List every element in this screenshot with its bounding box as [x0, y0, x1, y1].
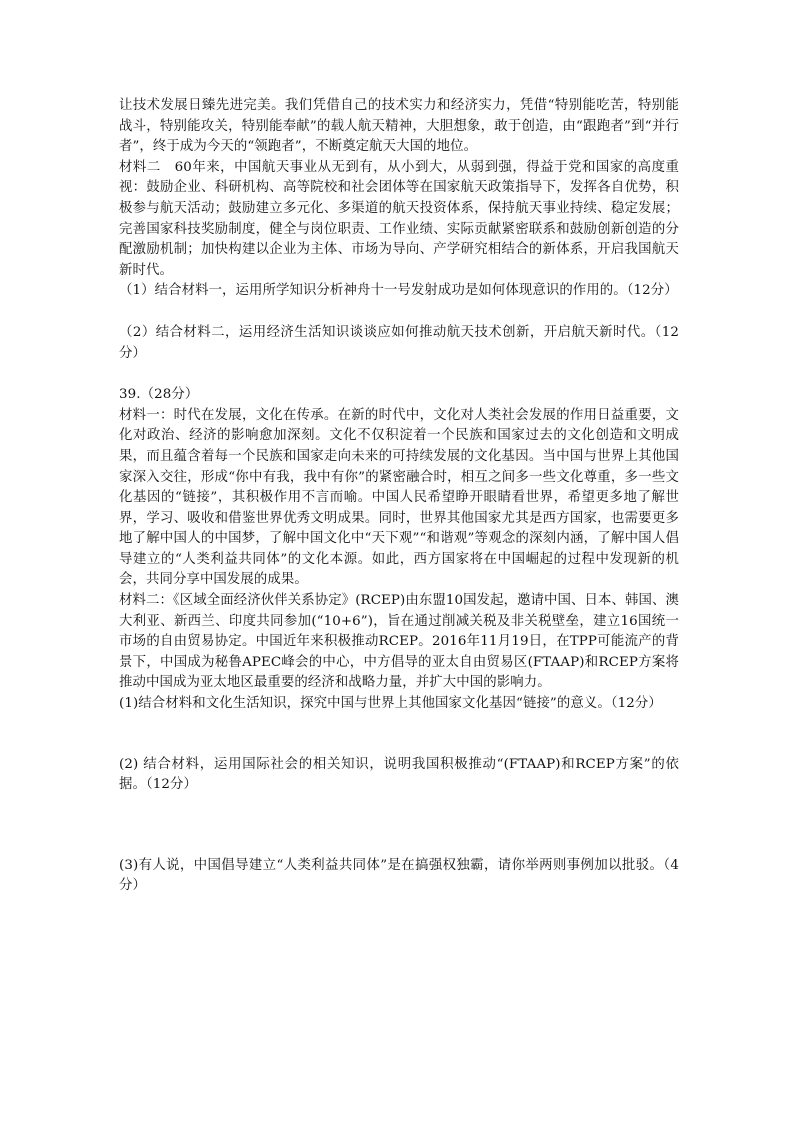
- answer-space: [119, 796, 679, 856]
- q39-material-two: 材料二：《区域全面经济伙伴关系协定》(RCEP)由东盟10国发起，邀请中国、日本、韩国、澳大利亚、新西兰、印度共同参加(“10+6”)，旨在通过削减关税及非关税壁垒，建立16国统一市场的自由贸易协定。中国近年来积极推动RCEP。2016年11月19日，在TPP可能流产的背景下，中国成为秘鲁APEC峰会的中心，中方倡导的亚太自由贸易区(FTAAP)和RCEP方案将推动中国成为亚太地区最重要的经济和战略力量，并扩大中国的影响力。: [119, 593, 679, 691]
- q39-material-one: 材料一：时代在发展，文化在传承。在新的时代中，文化对人类社会发展的作用日益重要，文化对政治、经济的影响愈加深刻。文化不仅积淀着一个民族和国家过去的文化创造和文明成果，而且蕴含着每一个民族和国家走向未来的可持续发展的文化基因。当中国与世界上其他国家深入交往，形成“你中有我，我中有你”的紧密融合时，相互之间多一些文化尊重，多一些文化基因的“链接”，其积极作用不言而喻。中国人民希望睁开眼睛看世界，希望更多地了解世界，学习、吸收和借鉴世界优秀文明成果。同时，世界其他国家尤其是西方国家，也需要更多地了解中国人的中国梦，了解中国文化中“天下观”“和谐观”等观念的深刻内涵，了解中国人倡导建立的“人类利益共同体”的文化本源。如此，西方国家将在中国崛起的过程中发现新的机会，共同分享中国发展的成果。: [119, 407, 679, 588]
- material-one-continued: 让技术发展日臻先进完美。我们凭借自己的技术实力和经济实力，凭借“特别能吃苦，特别能战斗，特别能攻关，特别能奉献”的载人航天精神，大胆想象，敢于创造，由“跟跑者”到“并行者”，终于成为今天的“领跑者”，不断奠定航天大国的地位。: [119, 98, 679, 155]
- question-2: （2）结合材料二，运用经济生活知识谈谈应如何推动航天技术创新，开启航天新时代。（12分）: [119, 324, 679, 361]
- question-39-1: (1)结合材料和文化生活知识，探究中国与世界上其他国家文化基因“链接”的意义。（12分）: [119, 696, 662, 712]
- document-page: [119, 96, 679, 897]
- answer-space: [119, 302, 679, 323]
- answer-space: [119, 364, 679, 385]
- question-39-2: (2) 结合材料，运用国际社会的相关知识，说明我国积极推动“(FTAAP)和RCEP方案”的依据。（12分）: [119, 756, 679, 793]
- material-two-paragraph: 材料二 60年来，中国航天事业从无到有，从小到大，从弱到强，得益于党和国家的高度重视：鼓励企业、科研机构、高等院校和社会团体等在国家航天政策指导下，发挥各自优势，积极参与航天活动；鼓励建立多元化、多渠道的航天投资体系，保持航天事业持续、稳定发展；完善国家科技奖励制度，健全与岗位职责、工作业绩、实际贡献紧密联系和鼓励创新创造的分配激励机制；加快构建以企业为主体、市场为导向、产学研究相结合的新体系，开启我国航天新时代。: [119, 159, 679, 278]
- question-39-3: (3)有人说，中国倡导建立“人类利益共同体”是在搞强权独霸，请你举两则事例加以批驳。（4分）: [119, 857, 679, 894]
- answer-space: [119, 715, 679, 755]
- question-39-heading: 39.（28分）: [119, 387, 199, 403]
- question-1: （1）结合材料一，运用所学知识分析神舟十一号发射成功是如何体现意识的作用的。（12分）: [119, 283, 678, 299]
